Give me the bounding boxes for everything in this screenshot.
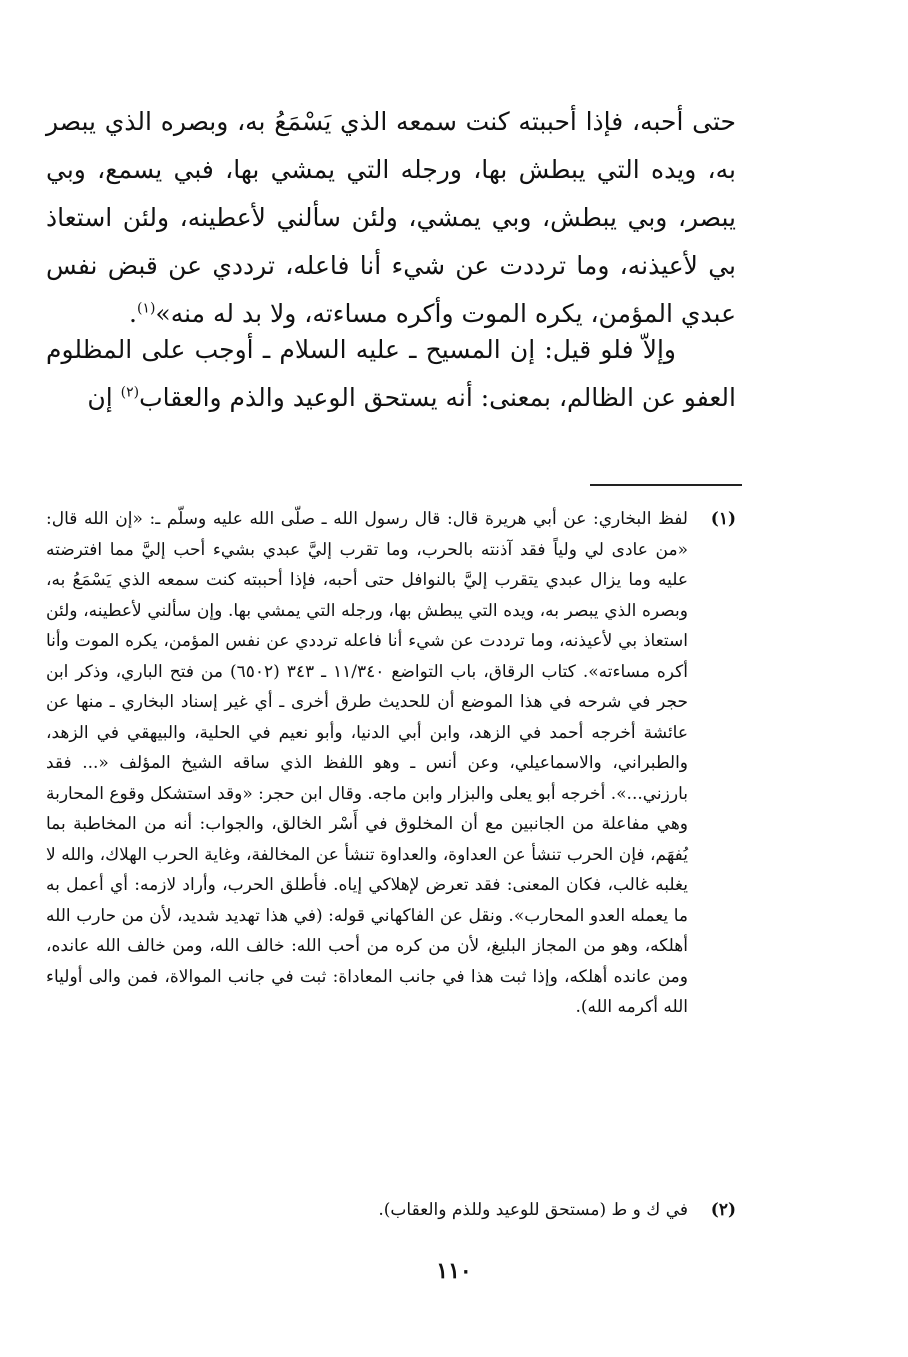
body-paragraph-2-text: وإلاّ فلو قيل: إن المسيح ـ عليه السلام ـ أوجب على المظلوم العفو عن الظالم، بمعنى: أنه يستحق الوعيد والذم والعقاب (46, 335, 736, 412)
footnote-1-marker: (١) (710, 509, 736, 529)
body-paragraph-2-tail: إن (87, 383, 121, 412)
footnote-separator (590, 484, 742, 486)
body-paragraph-1 (46, 98, 736, 338)
footnote-ref-2: (٢) (120, 384, 140, 401)
body-paragraph-1-text: حتى أحبه، فإذا أحببته كنت سمعه الذي يَسْمَعُ به، وبصره الذي يبصر به، ويده التي يبطش بها، ورجله التي يمشي بها، فبي يسمع، وبي يبصر، وبي يبطش، وبي يمشي، ولئن سألني لأعطينه، ولئن استعاذ بي لأعيذنه، وما ترددت عن شيء أنا فاعله، ترددي عن قبض نفس عبدي المؤمن، يكره الموت وأكره مساءته، ولا بد له منه» (46, 107, 736, 328)
footnote-2 (46, 1195, 736, 1226)
page-number: ١١٠ (436, 1258, 472, 1284)
body-paragraph-1-end: . (128, 299, 137, 328)
footnote-ref-1: (١) (136, 300, 156, 317)
footnote-2-text: في ك و ط (مستحق للوعيد وللذم والعقاب). (378, 1200, 688, 1220)
body-paragraph-2 (46, 326, 736, 422)
footnote-2-marker: (٢) (710, 1200, 736, 1220)
footnote-1 (46, 504, 736, 1023)
footnote-1-text: لفظ البخاري: عن أبي هريرة قال: قال رسول الله ـ صلّى الله عليه وسلّم ـ: «إن الله قال: «من عادى لي ولياً فقد آذنته بالحرب، وما تقرب إليَّ عبدي بشيء أحب إليَّ مما افترضته عليه وما يزال عبدي يتقرب إليَّ بالنوافل حتى أحبه، فإذا أحببته كنت سمعه الذي يَسْمَعُ به، وبصره الذي يبصر به، ويده التي يبطش بها، ورجله التي يمشي بها. وإن سألني لأعطينه، ولئن استعاذ بي لأعيذنه، وما ترددت عن شيء أنا فاعله ترددي عن نفس المؤمن، يكره الموت وأنا أكره مساءته». كتاب الرقاق، باب التواضع ١١/٣٤٠ ـ ٣٤٣ (٦٥٠٢) من فتح الباري، وذكر ابن حجر في شرحه في هذا الموضع أن للحديث طرق أخرى ـ أي غير إسناد البخاري ـ منها عن عائشة أخرجه أحمد في الزهد، وابن أبي الدنيا، وأبو نعيم في الحلية، والبيهقي في الزهد، والطبراني، والاسماعيلي، وعن أنس ـ وهو اللفظ الذي ساقه الشيخ المؤلف «... فقد بارزني...». أخرجه أبو يعلى والبزار وابن ماجه. وقال ابن حجر: «وقد استشكل وقوع المحاربة وهي مفاعلة من الجانبين مع أن المخلوق في أَسْر الخالق، والجواب: أنه من المخاطبة بما يُفهَم، فإن الحرب تنشأ عن العداوة، والعداوة تنشأ عن المخالفة، وغاية الحرب الهلاك، والله لا يغلبه غالب، فكان المعنى: فقد تعرض لإهلاكي إياه. فأطلق الحرب، وأراد لازمه: أي أعمل به ما يعمله العدو المحارب». ونقل عن الفاكهاني قوله: (في هذا تهديد شديد، لأن من حارب الله أهلكه، وهو من المجاز البليغ، لأن من كره من أحب الله: خالف الله، ومن خالف الله عانده، ومن عانده أهلكه، وإذا ثبت هذا في جانب المعاداة: ثبت في جانب الموالاة، فمن والى أولياء الله أكرمه الله). (46, 509, 688, 1017)
